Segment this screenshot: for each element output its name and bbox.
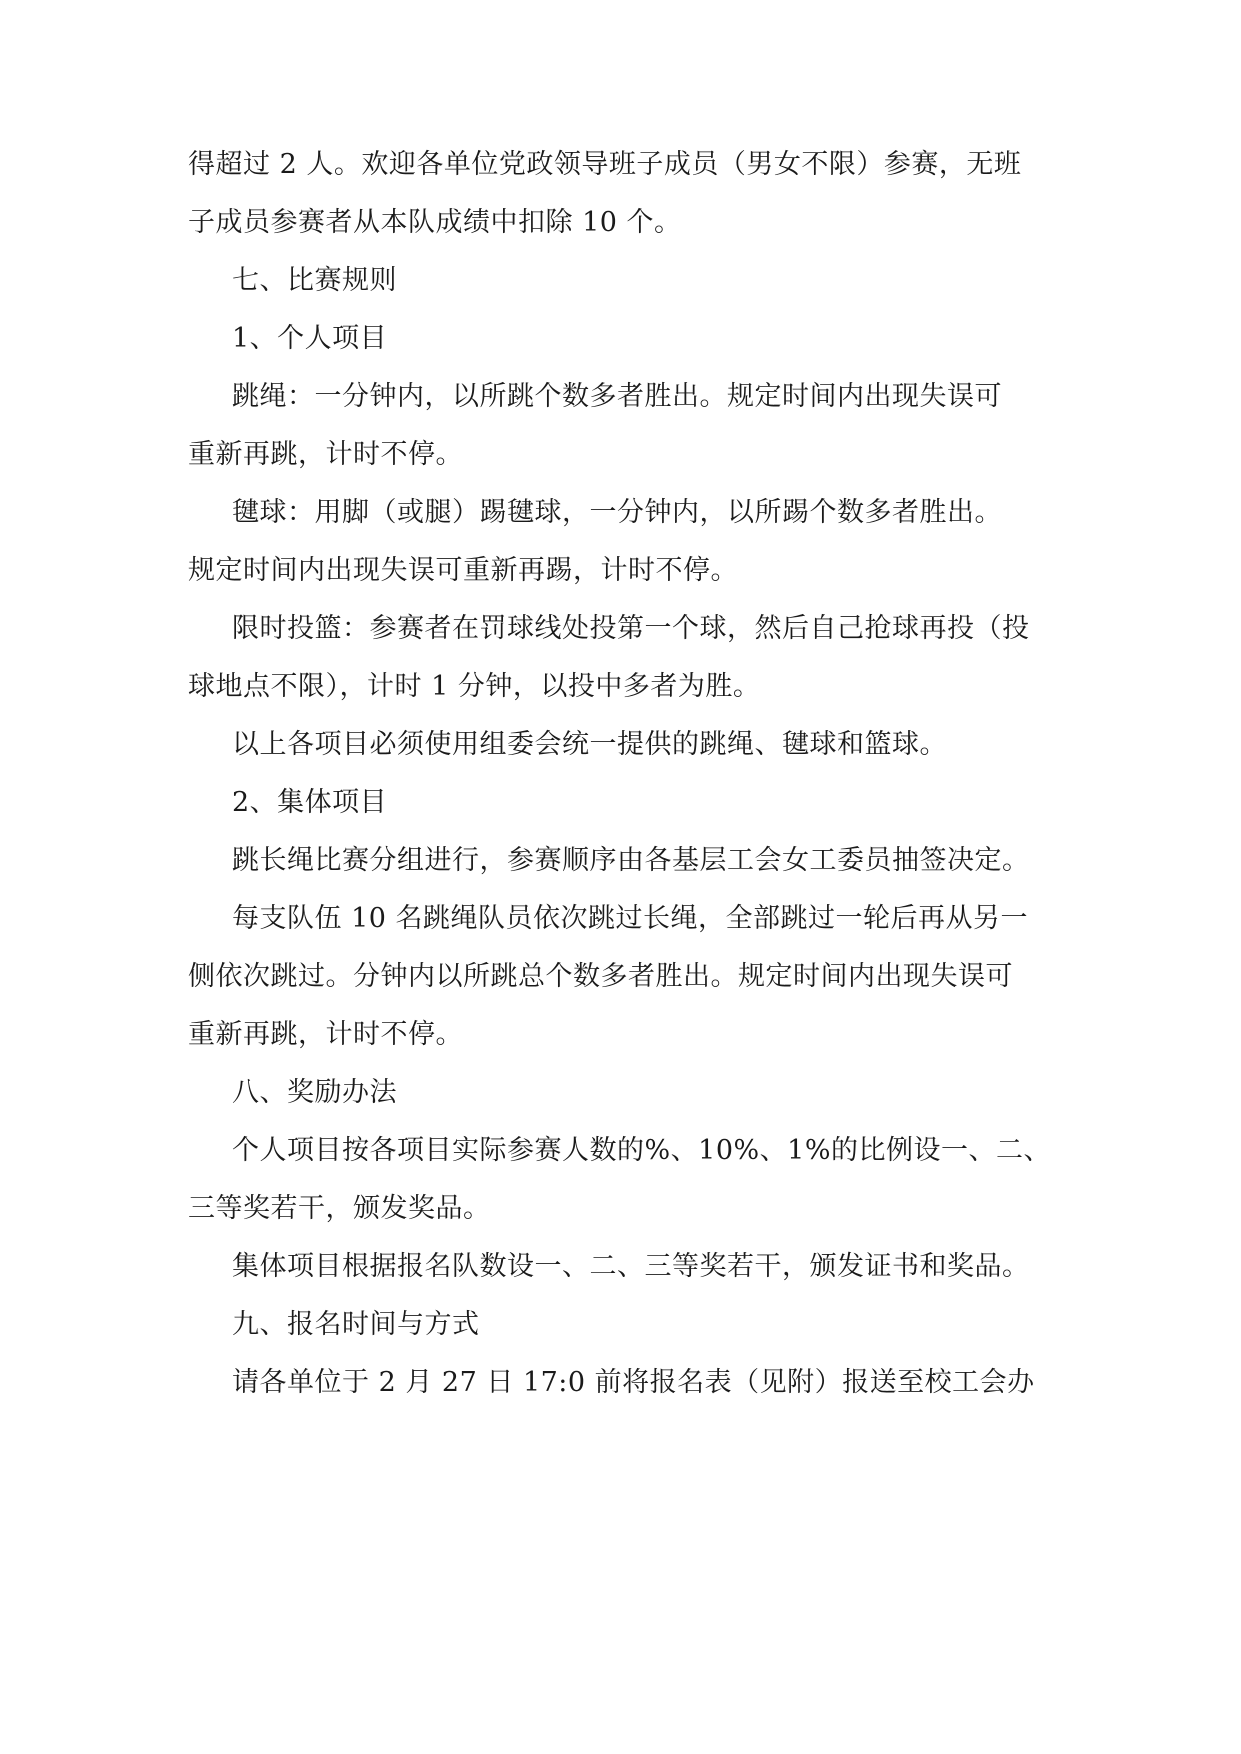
- text-line: 三等奖若干，颁发奖品。: [188, 1193, 491, 1224]
- text-line: 集体项目根据报名队数设一、二、三等奖若干，颁发证书和奖品。: [232, 1251, 1030, 1282]
- text-line: 跳长绳比赛分组进行，参赛顺序由各基层工会女工委员抽签决定。: [232, 845, 1030, 876]
- text-line: 请各单位于 2 月 27 日 17:0 前将报名表（见附）报送至校工会办: [232, 1367, 1035, 1398]
- text-line: 每支队伍 10 名跳绳队员依次跳过长绳，全部跳过一轮后再从另一: [232, 903, 1029, 934]
- subsection-heading-individual: 1、个人项目: [232, 323, 388, 354]
- text-line: 毽球：用脚（或腿）踢毽球，一分钟内，以所踢个数多者胜出。: [232, 497, 1002, 528]
- text-line: 以上各项目必须使用组委会统一提供的跳绳、毽球和篮球。: [232, 729, 947, 760]
- text-line: 球地点不限），计时 1 分钟，以投中多者为胜。: [188, 671, 761, 702]
- text-line: 得超过 2 人。欢迎各单位党政领导班子成员（男女不限）参赛，无班: [188, 149, 1022, 180]
- text-line: 重新再跳，计时不停。: [188, 1019, 463, 1050]
- text-line: 规定时间内出现失误可重新再踢，计时不停。: [188, 555, 738, 586]
- text-line: 侧依次跳过。分钟内以所跳总个数多者胜出。规定时间内出现失误可: [188, 961, 1013, 992]
- text-line: 跳绳：一分钟内，以所跳个数多者胜出。规定时间内出现失误可: [232, 381, 1002, 412]
- section-heading-registration: 九、报名时间与方式: [232, 1309, 480, 1340]
- text-line: 个人项目按各项目实际参赛人数的%、10%、1%的比例设一、二、: [232, 1135, 1051, 1166]
- text-line: 子成员参赛者从本队成绩中扣除 10 个。: [188, 207, 682, 238]
- section-heading-rules: 七、比赛规则: [232, 265, 397, 296]
- subsection-heading-group: 2、集体项目: [232, 787, 388, 818]
- text-line: 重新再跳，计时不停。: [188, 439, 463, 470]
- section-heading-awards: 八、奖励办法: [232, 1077, 397, 1108]
- text-line: 限时投篮：参赛者在罚球线处投第一个球，然后自己抢球再投（投: [232, 613, 1030, 644]
